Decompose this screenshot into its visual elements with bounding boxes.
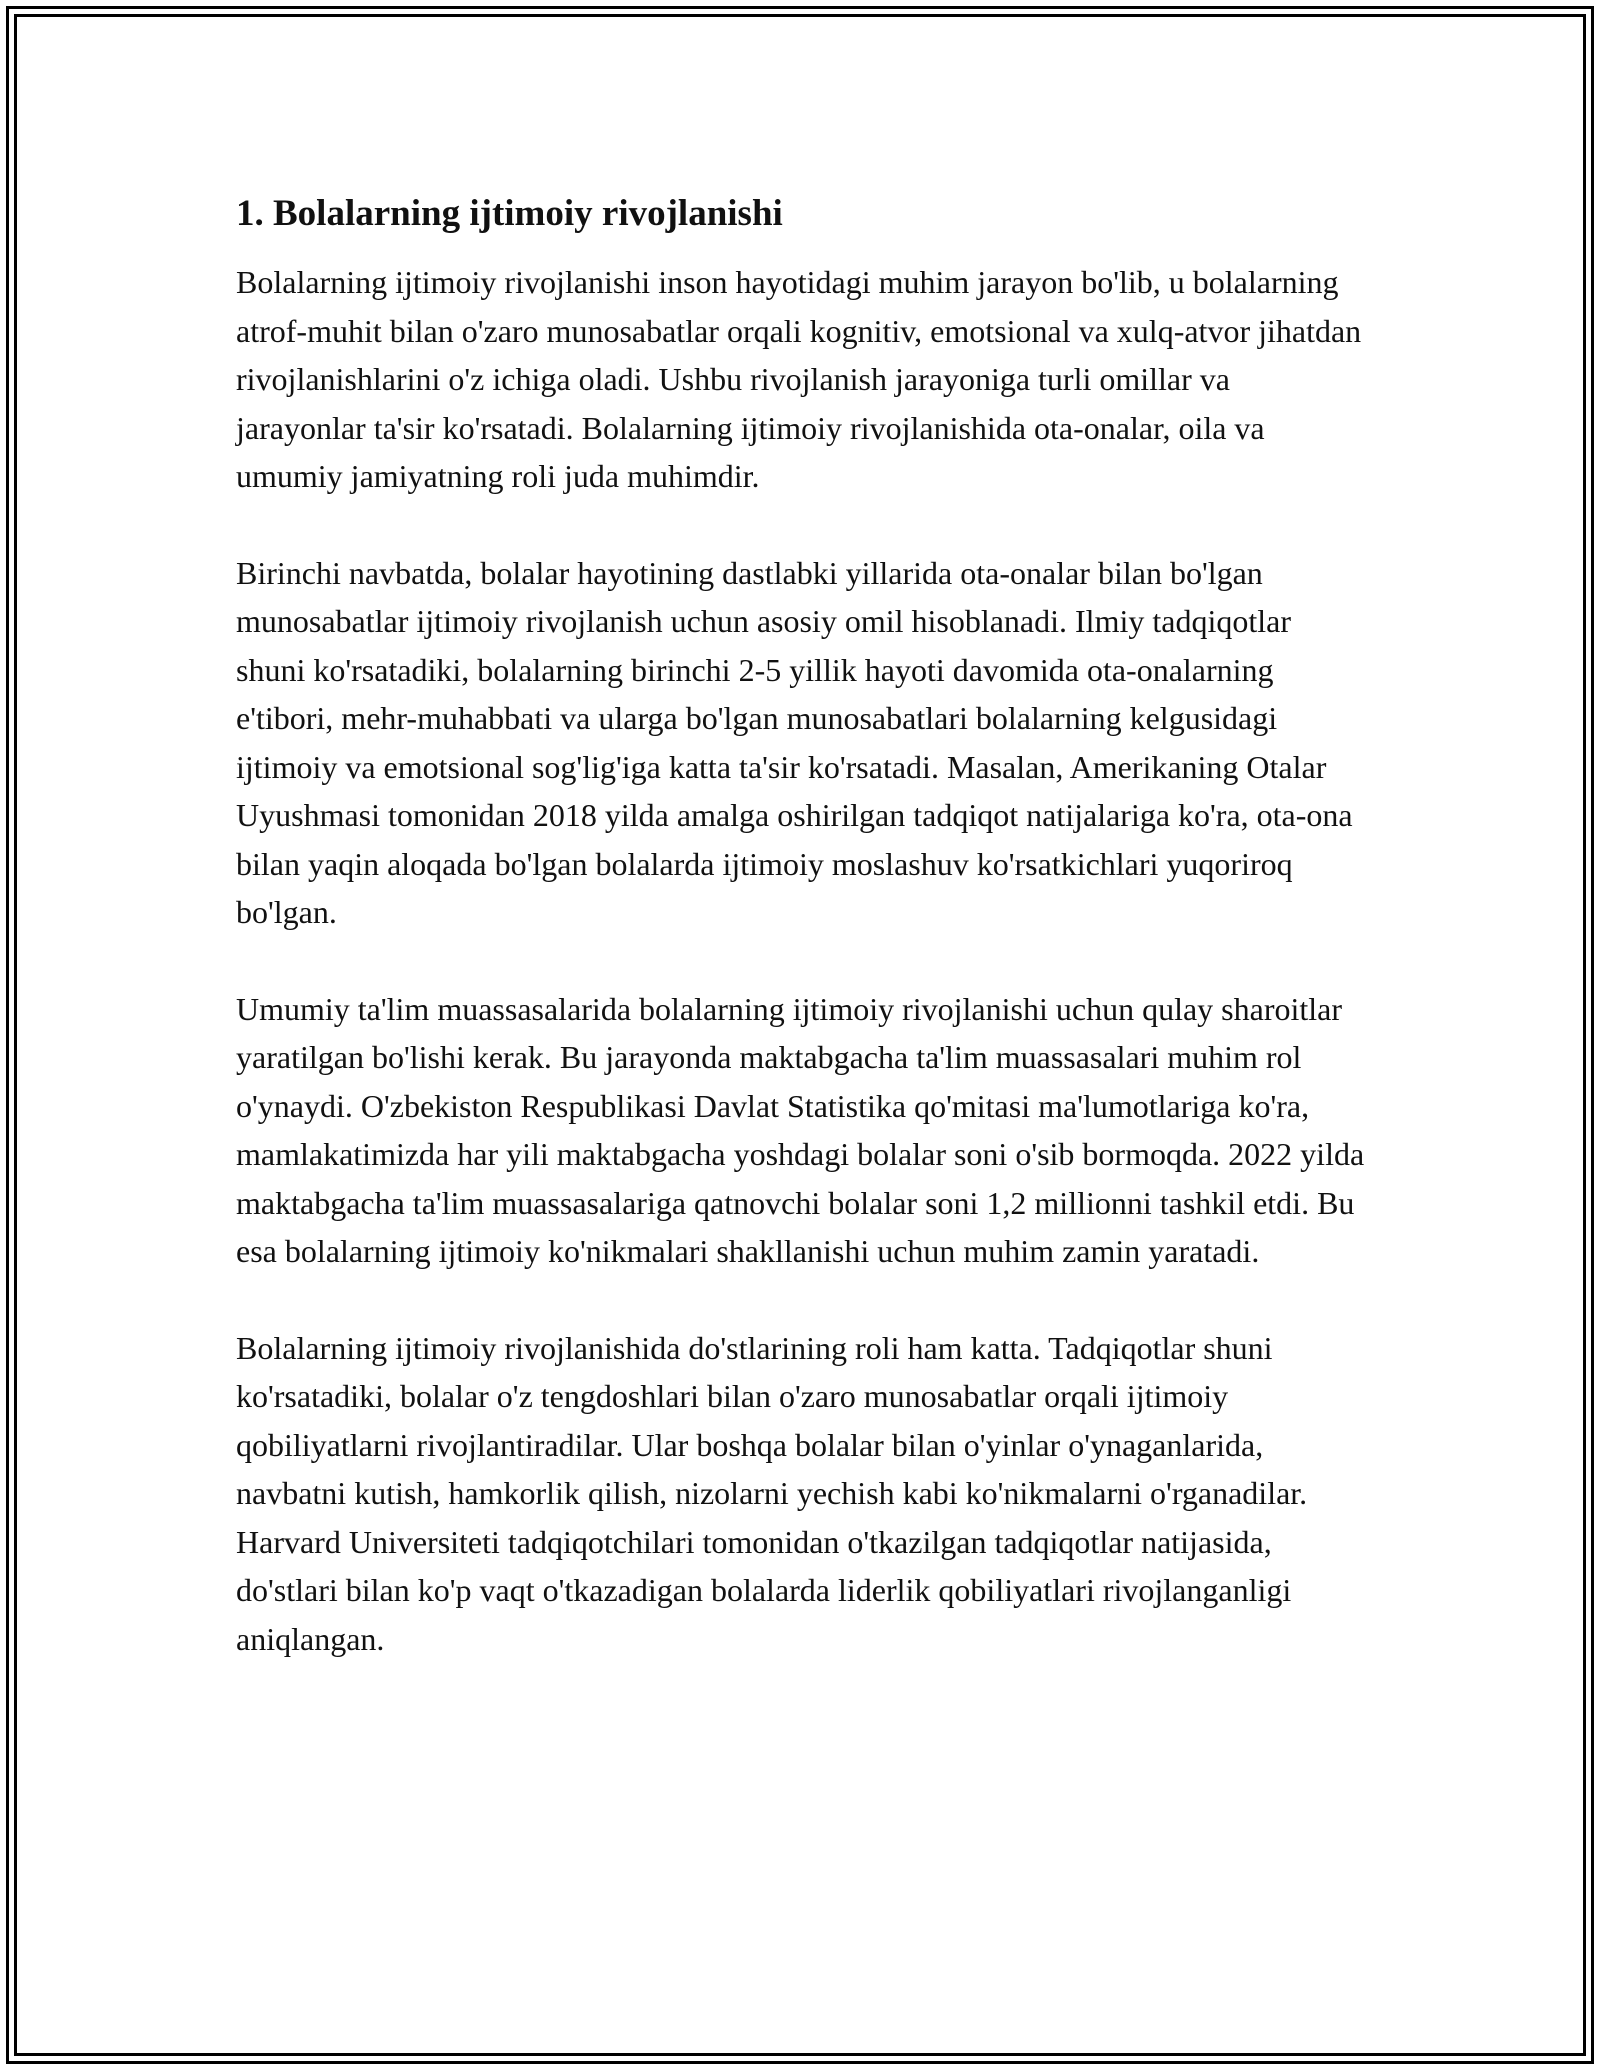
paragraph-2: Birinchi navbatda, bolalar hayotining dastlabki yillarida ota-onalar bilan bo'lgan munosabatlar ijtimoiy rivojlanish uchun asosiy omil hisoblanadi. Ilmiy tadqiqotlar shuni ko'rsatadiki, bolalarning birinchi 2-5 yillik hayoti davomida ota-onalarning e'tibori, mehr-muhabbati va ularga bo'lgan munosabatlari bolalarning kelgusidagi ijtimoiy va emotsional sog'lig'iga katta ta'sir ko'rsatadi. Masalan, Amerikaning Otalar Uyushmasi tomonidan 2018 yilda amalga oshirilgan tadqiqot natijalariga ko'ra, ota-ona bilan yaqin aloqada bo'lgan bolalarda ijtimoiy moslashuv ko'rsatkichlari yuqoriroq bo'lgan. bbox=[236, 554, 1353, 930]
paragraph-1: Bolalarning ijtimoiy rivojlanishi inson hayotidagi muhim jarayon bo'lib, u bolalarning atrof-muhit bilan o'zaro munosabatlar orqali kognitiv, emotsional va xulq-atvor jihatdan rivojlanishlarini o'z ichiga oladi. Ushbu rivojlanish jarayoniga turli omillar va jarayonlar ta'sir ko'rsatadi. Bolalarning ijtimoiy rivojlanishida ota-onalar, oila va umumiy jamiyatning roli juda muhimdir. bbox=[236, 264, 1362, 494]
paragraph-4: Bolalarning ijtimoiy rivojlanishida do'stlarining roli ham katta. Tadqiqotlar shuni ko'rsatadiki, bolalar o'z tengdoshlari bilan o'zaro munosabatlar orqali ijtimoiy qobiliyatlarni rivojlantiradilar. Ular boshqa bolalar bilan o'yinlar o'ynaganlarida, navbatni kutish, hamkorlik qilish, nizolarni yechish kabi ko'nikmalarni o'rganadilar. Harvard Universiteti tadqiqotchilari tomonidan o'tkazilgan tadqiqotlar natijasida, do'stlari bilan ko'p vaqt o'tkazadigan bolalarda liderlik qobiliyatlari rivojlanganligi aniqlangan. bbox=[236, 1329, 1308, 1657]
document-body bbox=[236, 190, 1366, 1711]
section-heading: 1. Bolalarning ijtimoiy rivojlanishi bbox=[236, 193, 783, 234]
paragraph-3: Umumiy ta'lim muassasalarida bolalarning ijtimoiy rivojlanishi uchun qulay sharoitlar yaratilgan bo'lishi kerak. Bu jarayonda maktabgacha ta'lim muassasalari muhim rol o'ynaydi. O'zbekiston Respublikasi Davlat Statistika qo'mitasi ma'lumotlariga ko'ra, mamlakatimizda har yili maktabgacha yoshdagi bolalar soni o'sib bormoqda. 2022 yilda maktabgacha ta'lim muassasalariga qatnovchi bolalar soni 1,2 millionni tashkil etdi. Bu esa bolalarning ijtimoiy ko'nikmalari shakllanishi uchun muhim zamin yaratadi. bbox=[236, 990, 1365, 1269]
